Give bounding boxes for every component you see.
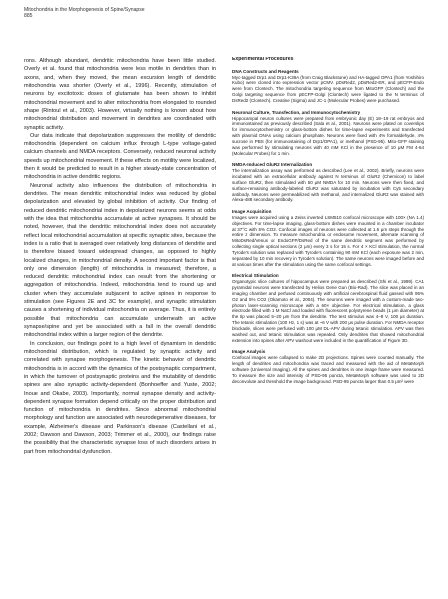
page-number: 885 [24,13,33,20]
paragraph: rons. Although abundant, dendritic mitochondria have been little studied. Overly et al. found that mitochondria were less motile in dendrites than in axons, and, when they moved, the mean excursion length of dendritic mitochondria was shorter (Overly et al., 1996). Recently, stimulation of neurons by excitotoxic doses of glutamate has been shown to inhibit mitochondrial movement and to alter mitochondria from elongated to rounded shape (Rintoul et al., 2003). However, virtually nothing is known about how mitochondrial distribution and movement in dendrites are coordinated with synaptic activity. [24,58,216,131]
subsection-body: Myc-tagged Drp1 and Drp1-K38A (from Craig Blackstone) and HA-tagged OPA1 (from Yoshihiro Kubo) were cloned into expression vector pCMV. pDsRed2, pDsRed2-ER, and pECFP-Endo were from Clontech. The mitochondria targeting sequence from MitoGFP (Clontech) and the Golgi targeting sequence from pECFP-Golgi (Clontech) were ligated to the N terminus of DsRed2 (Clontech). Creatine (Sigma) and JC-1 (Molecular Probes) were purchased. [232,74,424,104]
subsection-heading: NMDA-Induced GluR2 Internalization [232,162,313,168]
left-column [24,57,216,547]
running-head-title: Mitochondria in the Morphogenesis of Spine/Synapse [24,7,145,13]
running-head [24,7,145,19]
subsection-heading: Image Acquisition [232,209,272,215]
paragraph: Neuronal activity also influences the distribution of mitochondria in dendrites. The mean dendritic mitochondrial index was reduced by global depolarization and elevated by global inhibition of activity. Our finding of reduced dendritic mitochondrial index in depolarized neurons seems at odds with the idea that mitochondria accumulate at active synapses. It should be noted, however, that the dendritic mitochondrial index does not accurately reflect local mitochondrial accumulation at specific synaptic sites, because the index is a ratio that is averaged over relatively long distances of dendrite and is therefore biased toward widespread changes, as opposed to highly localized changes, in mitochondrial density. A second important factor is that only one dimension (length) of mitochondria is measured; therefore, a reduced dendritic mitochondrial index can result from the shortening or aggregation of mitochondria. Indeed, mitochondria tend to round up and cluster when they accumulate subjacent to active spines in response to stimulation (see Figures 2E and 3C for example), and synaptic stimulation causes a shortening of individual mitochondria on average. Thus, it is entirely possible that mitochondria can accumulate underneath an active synapse/spine and yet be associated with a fall in the overall dendritic mitochondrial index within a larger region of the dendrite. [24,182,216,339]
subsection-body: Organotypic slice cultures of hippocampus were prepared as described (Shi et al., 1999). CA1 pyramidal neurons were transfected by Helios Gene Gun (Bio-Rad). The slice was placed in an imaging chamber and perfused continuously with artificial cerebrospinal fluid gassed with 95% O2 and 5% CO2 (Okamoto et al., 2004). The neurons were imaged with a custom-made two-photon laser-scanning microscope with a 60× objective. For electrical stimulation, a glass electrode filled with 1 M NaCl and loaded with fluorescent polystyrene beads (1 μm diameter) at the tip was placed 5–20 μm from the dendrite. The test stimulus was 4–8 V, 100 μs duration. The tetanic stimulation (100 Hz, 1 s) was at ~6 V with 200 μs pulse duration. For NMDA receptor blockade, slices were perfused with 100 μM DL-APV during tetanic stimulation. APV was then washed out, and tetanic stimulation was repeated. Only dendrites that showed mitochondrial extension into spines after APV washout were included in the quantification of Figure 3D. [232,279,424,343]
subsection-body: Hippocampal neuron cultures were prepared from embryonic day (E) 18–19 rat embryos and immunostained as previously described (Sala et al., 2001). Neurons were plated on coverslips for immunocytochemistry or glass-bottom dishes for time-lapse experiments and transfected with plasmid DNAs using calcium phosphate. Neurons were fixed with 4% formaldehyde, 4% sucrose in PBS (for immunostaining of Drp1/OPA1), or methanol (PSD-95). Mito-GFP staining was performed by stimulating neurons with 40 mM KCl in the presence of 10 μM FM 4-64 (Molecular Probes) for 1 min. [232,115,424,156]
subsection-heading: DNA Constructs and Reagents [232,68,299,74]
subsection-body: The internalization assay was performed as described (Lee et al., 2002). Briefly, neurons were incubated with an extracellular antibody against N terminus of GluR2 (Chemicon) to label surface GluR2, then stimulated with 50 μM NMDA for 10 min. Neurons were then fixed, and surface-remaining antibody-labeled GluR2 was saturated by incubation with Cy5 secondary antibody. Neurons were permeabilized with methanol, and internalized GluR2 was stained with Alexa-488 secondary antibody. [232,168,424,203]
right-column [232,57,424,582]
subsection-body: Images were acquired using a Zeiss inverted LSM510 confocal microscope with 100× (NA 1.4) objectives. For time-lapse imaging, glass-bottom dishes were mounted in a chamber incubator at 37°C with 5% CO2. Confocal images of neurons were collected at 1.5 μm steps through the entire z dimension. To measure mitochondria or endosome movement, alternate scanning of MitoDsRed/Venus or EndoGFP/DsRed of the same dendritic segment was performed by collecting single optical sections (2 μm) every 3 s for 15 s. For 4 × KCl stimulation, the normal Tyrode's solution was replaced with Tyrode's containing 90 mM KCl (each exposure was 2 min, separated by 10 min recovery in Tyrode's solution). The same neurons were imaged before and at various times after the stimulation using the same confocal settings. [232,214,424,267]
section-title: Experimental Procedures [232,57,294,62]
subsection-heading: Electrical Stimulation [232,273,279,279]
paragraph: Our data indicate that depolarization suppresses the motility of dendritic mitochondria (dependent on calcium influx through L-type voltage-gated calcium channels and NMDA receptors. Conversely, reduced neuronal activity speeds up mitochondrial movement. If these effects on motility were localized, then it would be predicted to result in a higher steady-state concentration of mitochondria in active dendritic regions. [24,132,216,181]
subsection-heading: Neuronal Culture, Transfection, and Immunocytochemistry [232,109,361,115]
paragraph: In conclusion, our findings point to a high level of dynamism in dendritic mitochondrial distribution, which is regulated by synaptic activity and correlated with synapse morphogenesis. The kinetic behavior of dendritic mitochondria is in accord with the dynamics of the postsynaptic compartment, in which the turnover of postsynaptic proteins and the mutability of dendritic spines are also synaptic activity-dependent (Bonhoeffer and Yuste, 2002; Inoue and Okabe, 2003). Importantly, normal synapse density and activity-dependent synapse formation depend critically on the proper distribution and function of mitochondria in dendrites. Since abnormal mitochondrial morphology and function are associated with neurodegenerative diseases, for example, Alzheimer's disease and Parkinson's disease (Castellani et al., 2002; Dawson and Dawson, 2003; Trimmer et al., 2000), our findings raise the possibility that the characteristic synapse loss of such disorders arises in part from mitochondrial dysfunction. [24,340,216,455]
subsection-body: Confocal images were collapsed to make 2D projections. Spines were counted manually. The length of dendrites and mitochondria was traced and measured with the aid of MetaMorph software (Universal Imaging). All the spines and dendrites in one image frame were measured. To measure the size and intensity of PSD-95 puncta, MetaMorph software was used to 2D deconvolute and threshold the image background. PSD-95 puncta larger than 0.5 μm² were [232,355,424,384]
subsection-heading: Image Analysis [232,349,266,355]
